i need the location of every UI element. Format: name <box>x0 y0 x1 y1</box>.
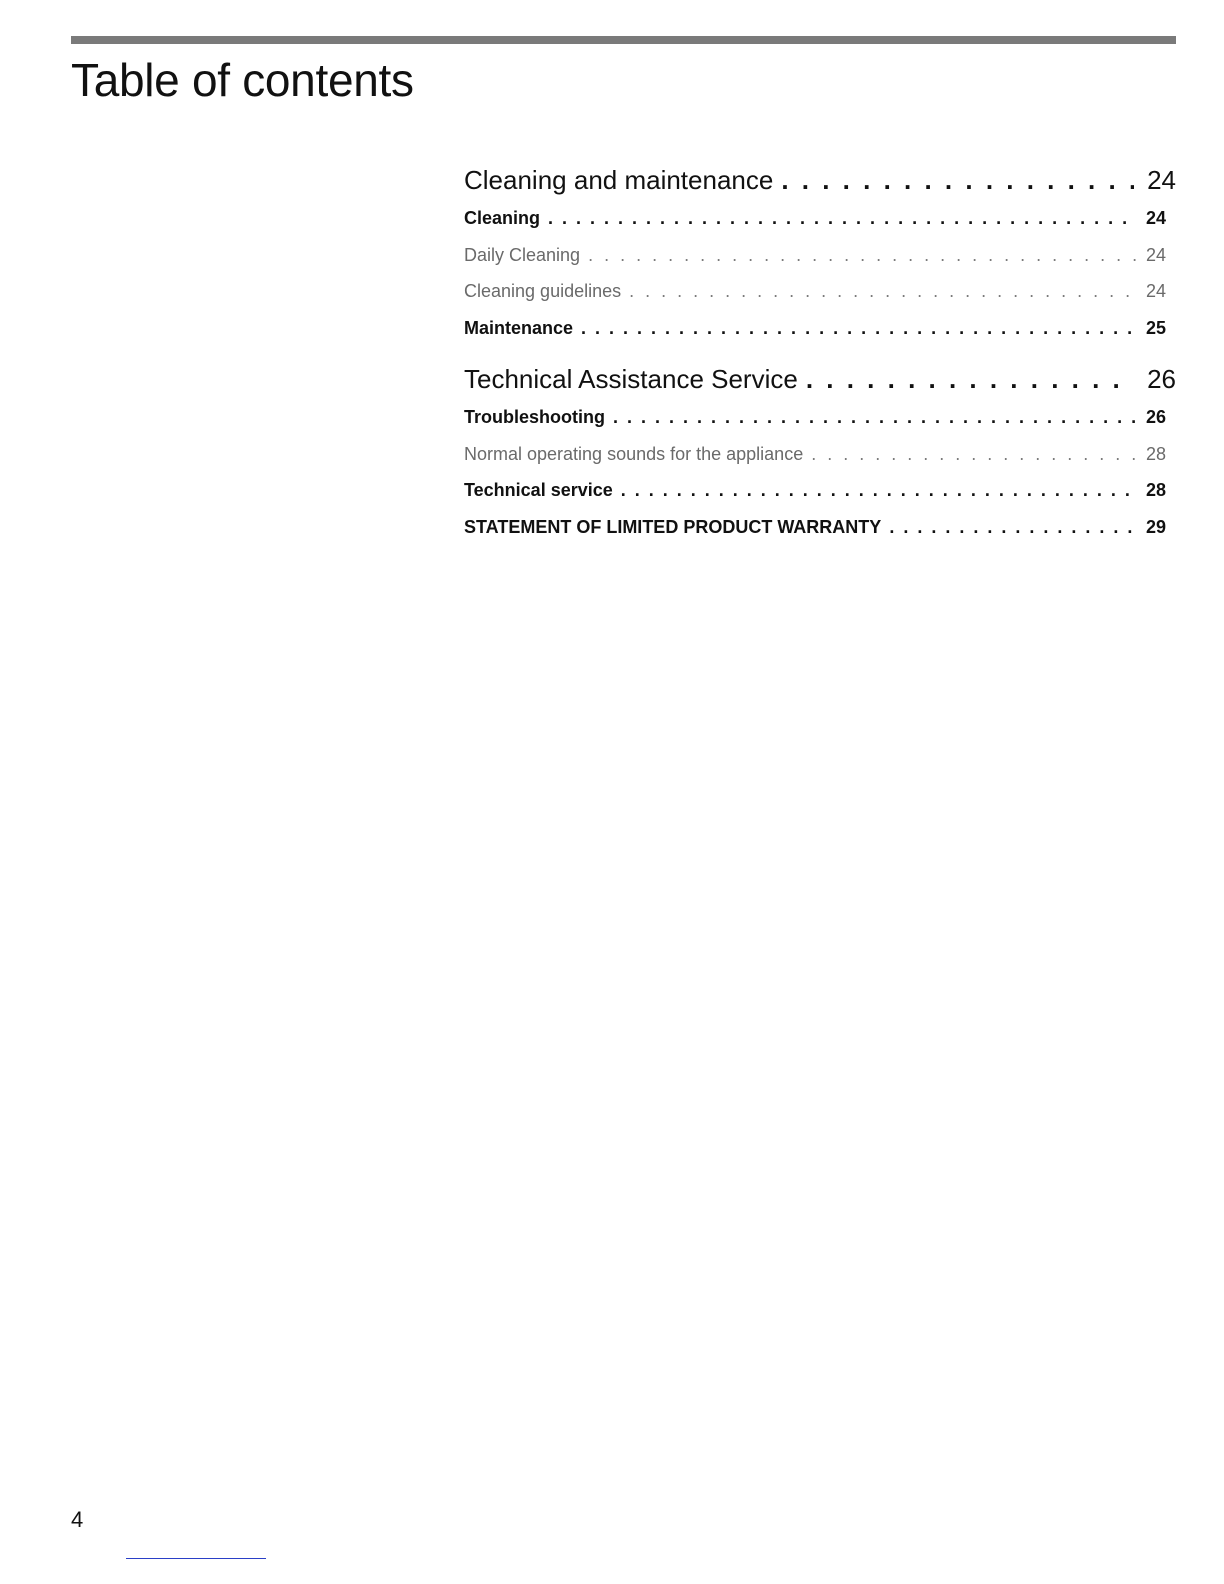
toc-entry-page: 28 <box>1145 480 1166 500</box>
dot-leader <box>548 208 1136 229</box>
toc-entry[interactable] <box>464 480 1176 517</box>
toc-heading-label: Technical Assistance Service <box>464 364 798 394</box>
toc-entry[interactable] <box>464 407 1176 444</box>
toc-entry-label: Technical service <box>464 480 613 500</box>
toc-entry[interactable] <box>464 245 1176 282</box>
toc-entry-label: Daily Cleaning <box>464 244 581 265</box>
page-number: 4 <box>71 1507 84 1532</box>
dot-leader <box>889 517 1136 538</box>
table-of-contents <box>464 165 1176 553</box>
dot-leader <box>581 318 1136 339</box>
toc-section-technical-assistance-service <box>464 364 1176 553</box>
toc-heading[interactable] <box>464 364 1176 404</box>
dot-leader <box>629 281 1136 302</box>
toc-entry[interactable] <box>464 281 1176 318</box>
toc-entry[interactable] <box>464 318 1176 355</box>
toc-entry-page: 29 <box>1145 516 1166 537</box>
top-rule <box>71 36 1176 44</box>
page-title: Table of contents <box>71 54 414 106</box>
toc-entry-page: 26 <box>1145 407 1166 427</box>
toc-entry-page: 24 <box>1145 281 1166 301</box>
toc-section-cleaning-and-maintenance <box>464 165 1176 354</box>
toc-heading-label: Cleaning and maintenance <box>464 165 774 195</box>
dot-leader <box>781 165 1134 196</box>
toc-entry-label: Cleaning guidelines <box>464 281 622 301</box>
toc-entry-label: Maintenance <box>464 317 574 338</box>
toc-heading-page: 26 <box>1147 364 1176 394</box>
footer-link-rule <box>126 1558 266 1559</box>
dot-leader <box>588 245 1136 266</box>
toc-entry-page: 24 <box>1145 244 1166 265</box>
toc-entry[interactable] <box>464 208 1176 245</box>
toc-heading-page: 24 <box>1147 165 1176 195</box>
toc-entry-label: Cleaning <box>464 208 541 228</box>
toc-entry-label: Troubleshooting <box>464 407 605 427</box>
toc-entry-page: 28 <box>1145 443 1166 464</box>
toc-entry[interactable] <box>464 444 1176 481</box>
toc-entry-page: 24 <box>1145 208 1166 228</box>
dot-leader <box>806 364 1134 395</box>
toc-entry-page: 25 <box>1145 317 1166 338</box>
toc-entry[interactable] <box>464 517 1176 554</box>
toc-entry-label: STATEMENT OF LIMITED PRODUCT WARRANTY <box>464 516 882 537</box>
toc-heading[interactable] <box>464 165 1176 205</box>
dot-leader <box>811 444 1136 465</box>
dot-leader <box>613 407 1136 428</box>
toc-entry-label: Normal operating sounds for the appliance <box>464 443 804 464</box>
dot-leader <box>621 480 1136 501</box>
